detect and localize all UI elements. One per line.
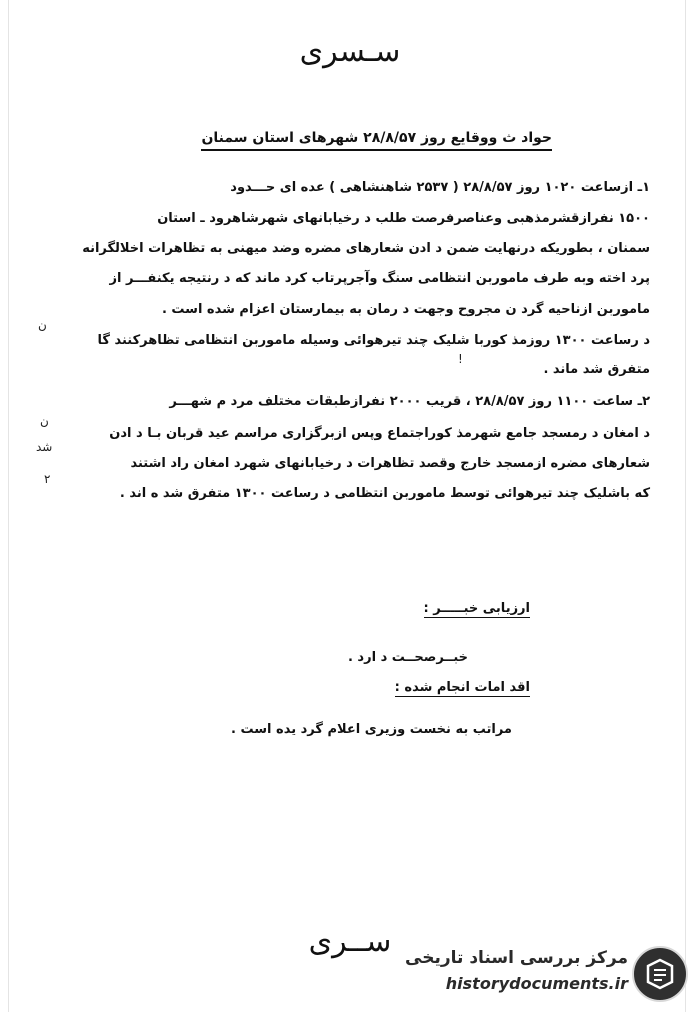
margin-note: ! [458,352,463,366]
body-line: که باشلیک چند تیرهوائی توسط ماموربن انتظامی د رساعت ۱۳۰۰ متفرق شد ه اند . [119,486,650,501]
body-line: د امغان د رمسجد جامع شهرمذ کوراجتماع وپس ازبرگزاری مراسم عید قربان بـا د ادن [109,426,650,441]
body-line: ۱ـ ازساعت ۱۰۲۰ روز ۲۸/۸/۵۷ ( ۲۵۳۷ شاهنشاهی ) عده ای حـــدود [230,180,650,195]
margin-note: ن [38,318,47,332]
assessment-text: خبــرصحــت د ارد . [347,650,468,665]
body-line: ماموربن ازناحیه گرد ن مجروح وجهت د رمان به بیمارستان اعزام شده است . [161,302,650,317]
archive-logo-icon [632,946,688,1002]
watermark [388,944,688,1004]
body-line: متفرق شد ماند . [543,362,650,377]
actions-text: مراتب به نخست وزیری اعلام گرد یده است . [231,722,512,737]
classification-bottom: ســرى [308,924,392,959]
watermark-title: مرکز بررسی اسناد تاریخی [405,948,628,968]
margin-note: ۲ [44,472,51,486]
body-line: پرد اخته وبه طرف ماموربن انتظامی سنگ وآجرپرتاب کرد ماند که د رنتیجه یکنفـــر از [109,271,650,286]
document-title: حواد ث ووقایع روز ۲۸/۸/۵۷ شهرهای استان سمنان [201,130,552,151]
scan-right-edge [685,0,686,1012]
body-line: شعارهای مضره ازمسجد خارج وقصد تظاهرات د رخیابانهای شهرد امغان راد اشتند [130,456,650,471]
body-line: ۱۵۰۰ نفرازقشرمذهبی وعناصرفرصت طلب د رخیابانهای شهرشاهرود ـ استان [157,211,650,226]
assessment-label: ارزیابی خبـــــر : [423,601,530,616]
scan-left-edge [8,0,9,1012]
classification-top: سـسرى [299,34,401,69]
margin-note: ن [40,414,49,428]
body-line: ۲ـ ساعت ۱۱۰۰ روز ۲۸/۸/۵۷ ، قریب ۲۰۰۰ نفرازطبقات مختلف مرد م شهـــر [169,394,650,409]
margin-note: شد [36,440,53,454]
body-line: د رساعت ۱۳۰۰ روزمذ کوربا شلیک چند تیرهوائی وسیله ماموربن انتظامی تظاهرکنند گا [97,333,650,348]
actions-label: اقد امات انجام شده : [394,680,530,695]
body-line: سمنان ، بطوریکه درنهایت ضمن د ادن شعارهای مضره وضد میهنی به تظاهرات اخلالگرانه [82,241,650,256]
watermark-url[interactable]: historydocuments.ir [445,974,628,993]
